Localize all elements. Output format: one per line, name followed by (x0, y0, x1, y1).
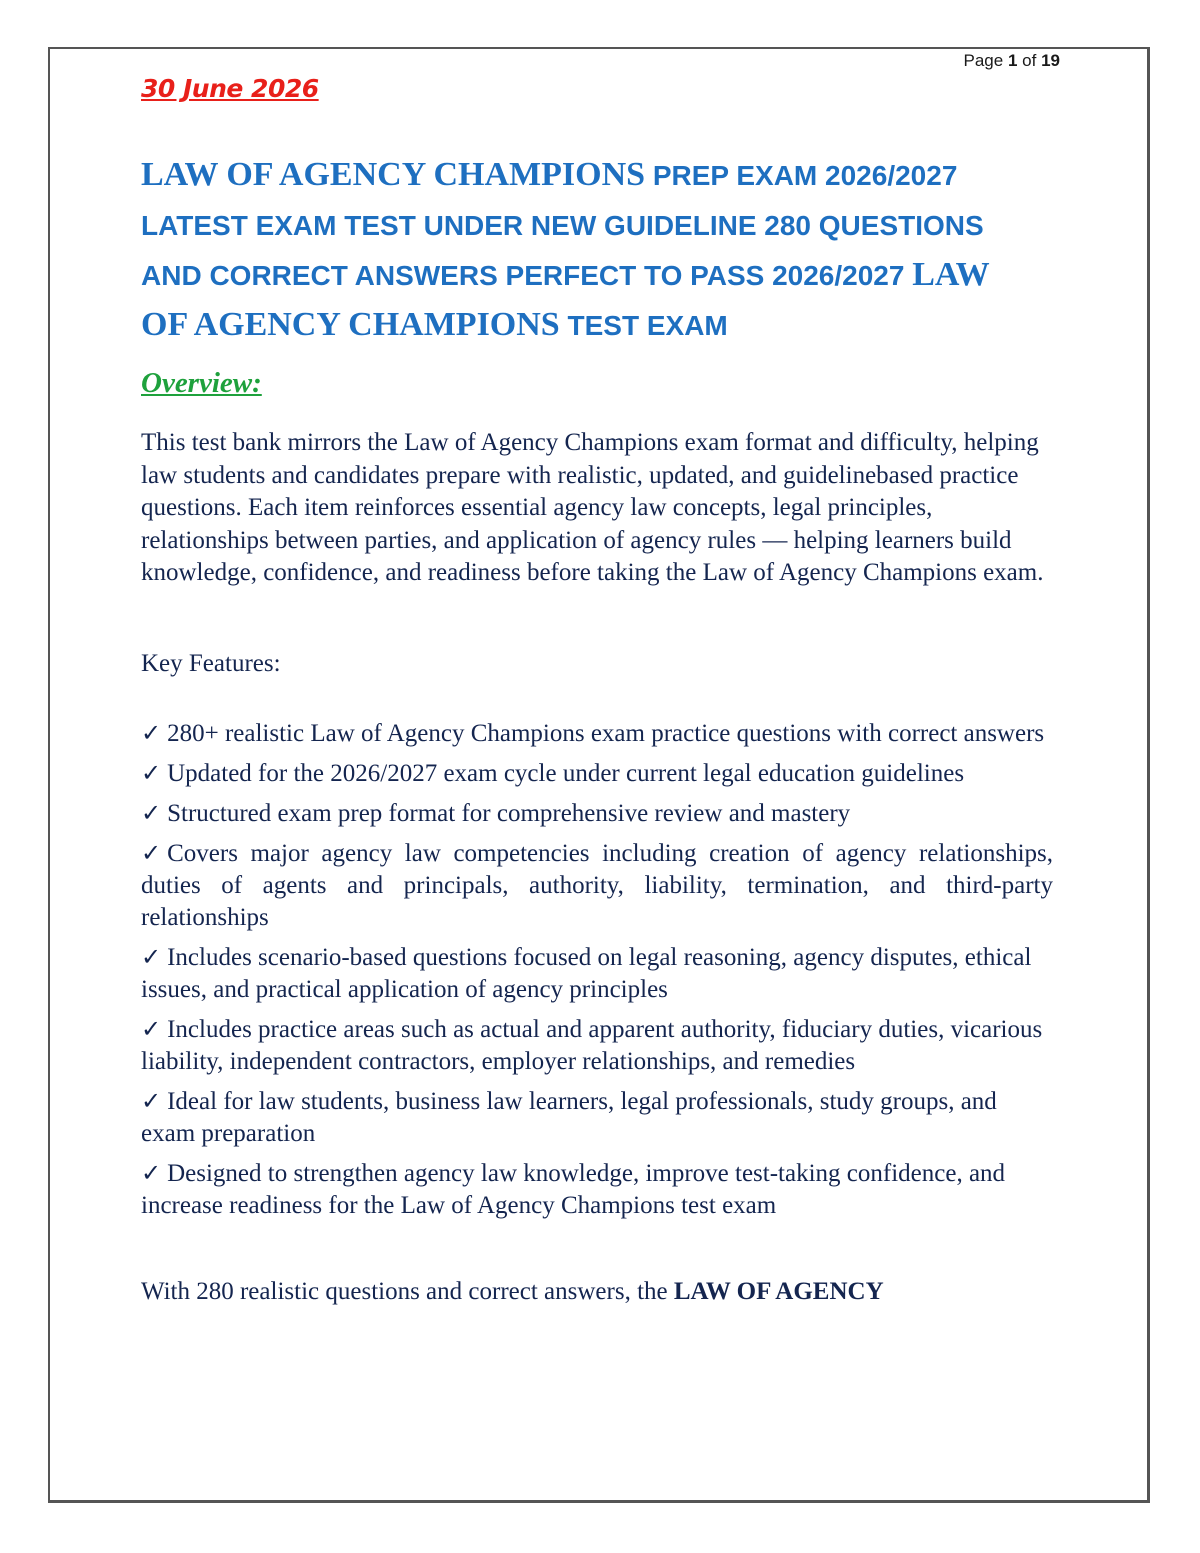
feature-list (141, 717, 1053, 1229)
feature-item (141, 757, 1053, 790)
title-part-2: PREP EXAM 2026/2027 LATEST EXAM TEST UNDER NEW GUIDELINE 280 QUESTIONS AND CORRECT ANSWERS PERFECT TO PASS 2026/2027 (141, 160, 984, 291)
feature-text: Structured exam prep format for comprehensive review and mastery (167, 800, 851, 827)
feature-item (141, 797, 1053, 830)
checkmark-icon: ✓ (141, 839, 162, 867)
page-number-current: 1 (1007, 51, 1018, 70)
feature-text: Designed to strengthen agency law knowledge, improve test-taking confidence, and increase readiness for the Law of Agency Champions test exam (141, 1160, 1006, 1219)
feature-item (141, 1085, 1053, 1150)
feature-text: 280+ realistic Law of Agency Champions exam practice questions with correct answers (167, 720, 1045, 747)
checkmark-icon: ✓ (141, 1087, 162, 1115)
closing-text: With 280 realistic questions and correct answers, the (141, 1278, 674, 1305)
page-number-prefix: Page (963, 51, 1004, 70)
document-date: 30 June 2026 (141, 74, 319, 103)
title-part-4: TEST EXAM (559, 310, 728, 341)
checkmark-icon: ✓ (141, 1159, 162, 1187)
page-number-of: of (1022, 51, 1037, 70)
feature-item (141, 1013, 1053, 1078)
closing-paragraph (141, 1276, 884, 1308)
feature-item (141, 717, 1053, 750)
closing-bold-text: LAW OF AGENCY (673, 1278, 884, 1305)
feature-item (141, 1157, 1053, 1222)
checkmark-icon: ✓ (141, 1015, 162, 1043)
feature-text: Ideal for law students, business law learners, legal professionals, study groups, and exam preparation (141, 1088, 997, 1147)
title-part-3: LAW OF AGENCY CHAMPIONS (141, 256, 990, 343)
checkmark-icon: ✓ (141, 759, 162, 787)
checkmark-icon: ✓ (141, 719, 162, 747)
page-number-total: 19 (1041, 51, 1060, 70)
feature-text: Updated for the 2026/2027 exam cycle under current legal education guidelines (167, 760, 965, 787)
overview-heading: Overview: (141, 367, 262, 399)
feature-text: Covers major agency law competencies including creation of agency relationships, duties of agents and principals, authority, liability, termination, and third-party relationships (141, 840, 1053, 931)
feature-item (141, 941, 1053, 1006)
feature-item (141, 837, 1053, 934)
document-title (141, 150, 1041, 350)
checkmark-icon: ✓ (141, 943, 162, 971)
feature-text: Includes practice areas such as actual and apparent authority, fiduciary duties, vicarious liability, independent contractors, employer relationships, and remedies (141, 1016, 1043, 1075)
checkmark-icon: ✓ (141, 799, 162, 827)
key-features-label: Key Features: (141, 650, 281, 677)
title-part-1: LAW OF AGENCY CHAMPIONS (141, 156, 646, 193)
feature-text: Includes scenario-based questions focused on legal reasoning, agency disputes, ethical issues, and practical application of agency principles (141, 944, 1032, 1003)
overview-paragraph: This test bank mirrors the Law of Agency Champions exam format and difficulty, helping law students and candidates prepare with realistic, updated, and guidelinebased practice questions. Each item reinforces essential agency law concepts, legal principles, relationships between parties, and application of agency rules — helping learners build knowledge, confidence, and readiness before taking the Law of Agency Champions exam. (141, 429, 1044, 586)
page-number (964, 51, 1060, 71)
